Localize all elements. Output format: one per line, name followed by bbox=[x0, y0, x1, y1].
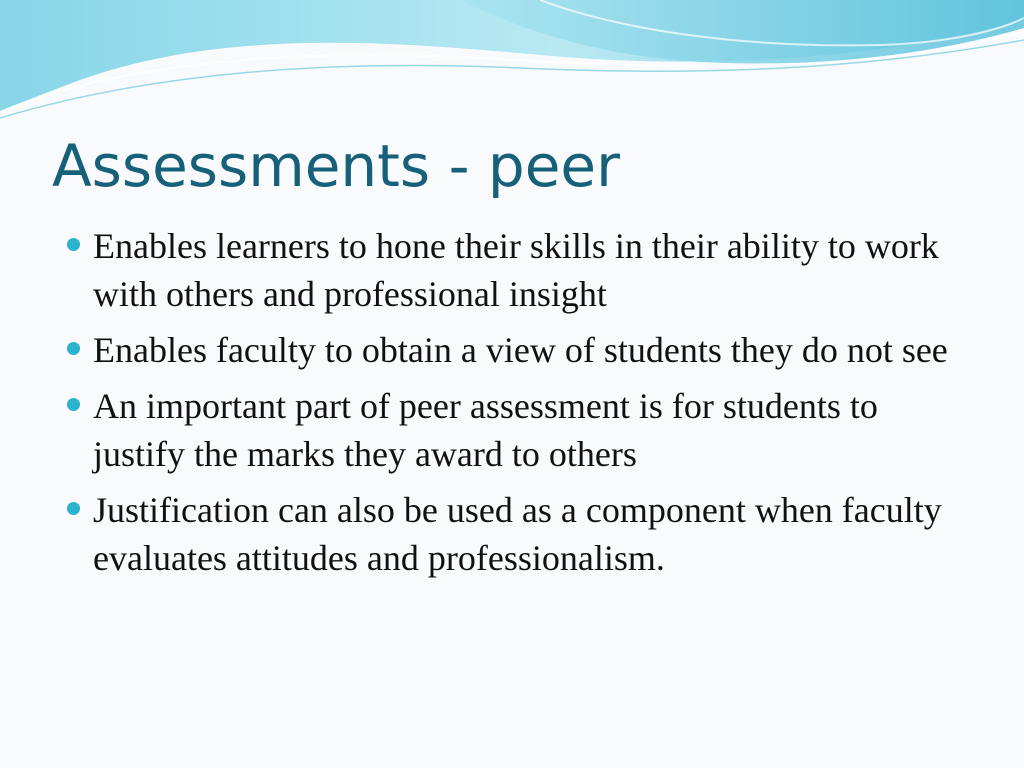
slide-title: Assessments - peer bbox=[52, 132, 620, 200]
bullet-dot-icon bbox=[67, 238, 80, 251]
header-wave-decoration bbox=[0, 0, 1024, 130]
bullet-list bbox=[64, 222, 964, 590]
bullet-item bbox=[64, 382, 964, 478]
bullet-dot-icon bbox=[67, 502, 80, 515]
bullet-item bbox=[64, 222, 964, 318]
bullet-text: Enables faculty to obtain a view of students they do not see bbox=[93, 330, 948, 370]
bullet-dot-icon bbox=[67, 398, 80, 411]
bullet-text: Enables learners to hone their skills in their ability to work with others and professional insight bbox=[93, 226, 939, 314]
bullet-text: Justification can also be used as a component when faculty evaluates attitudes and professionalism. bbox=[93, 490, 942, 578]
bullet-text: An important part of peer assessment is for students to justify the marks they award to others bbox=[93, 386, 878, 474]
bullet-item bbox=[64, 486, 964, 582]
bullet-item bbox=[64, 326, 964, 374]
bullet-dot-icon bbox=[67, 342, 80, 355]
